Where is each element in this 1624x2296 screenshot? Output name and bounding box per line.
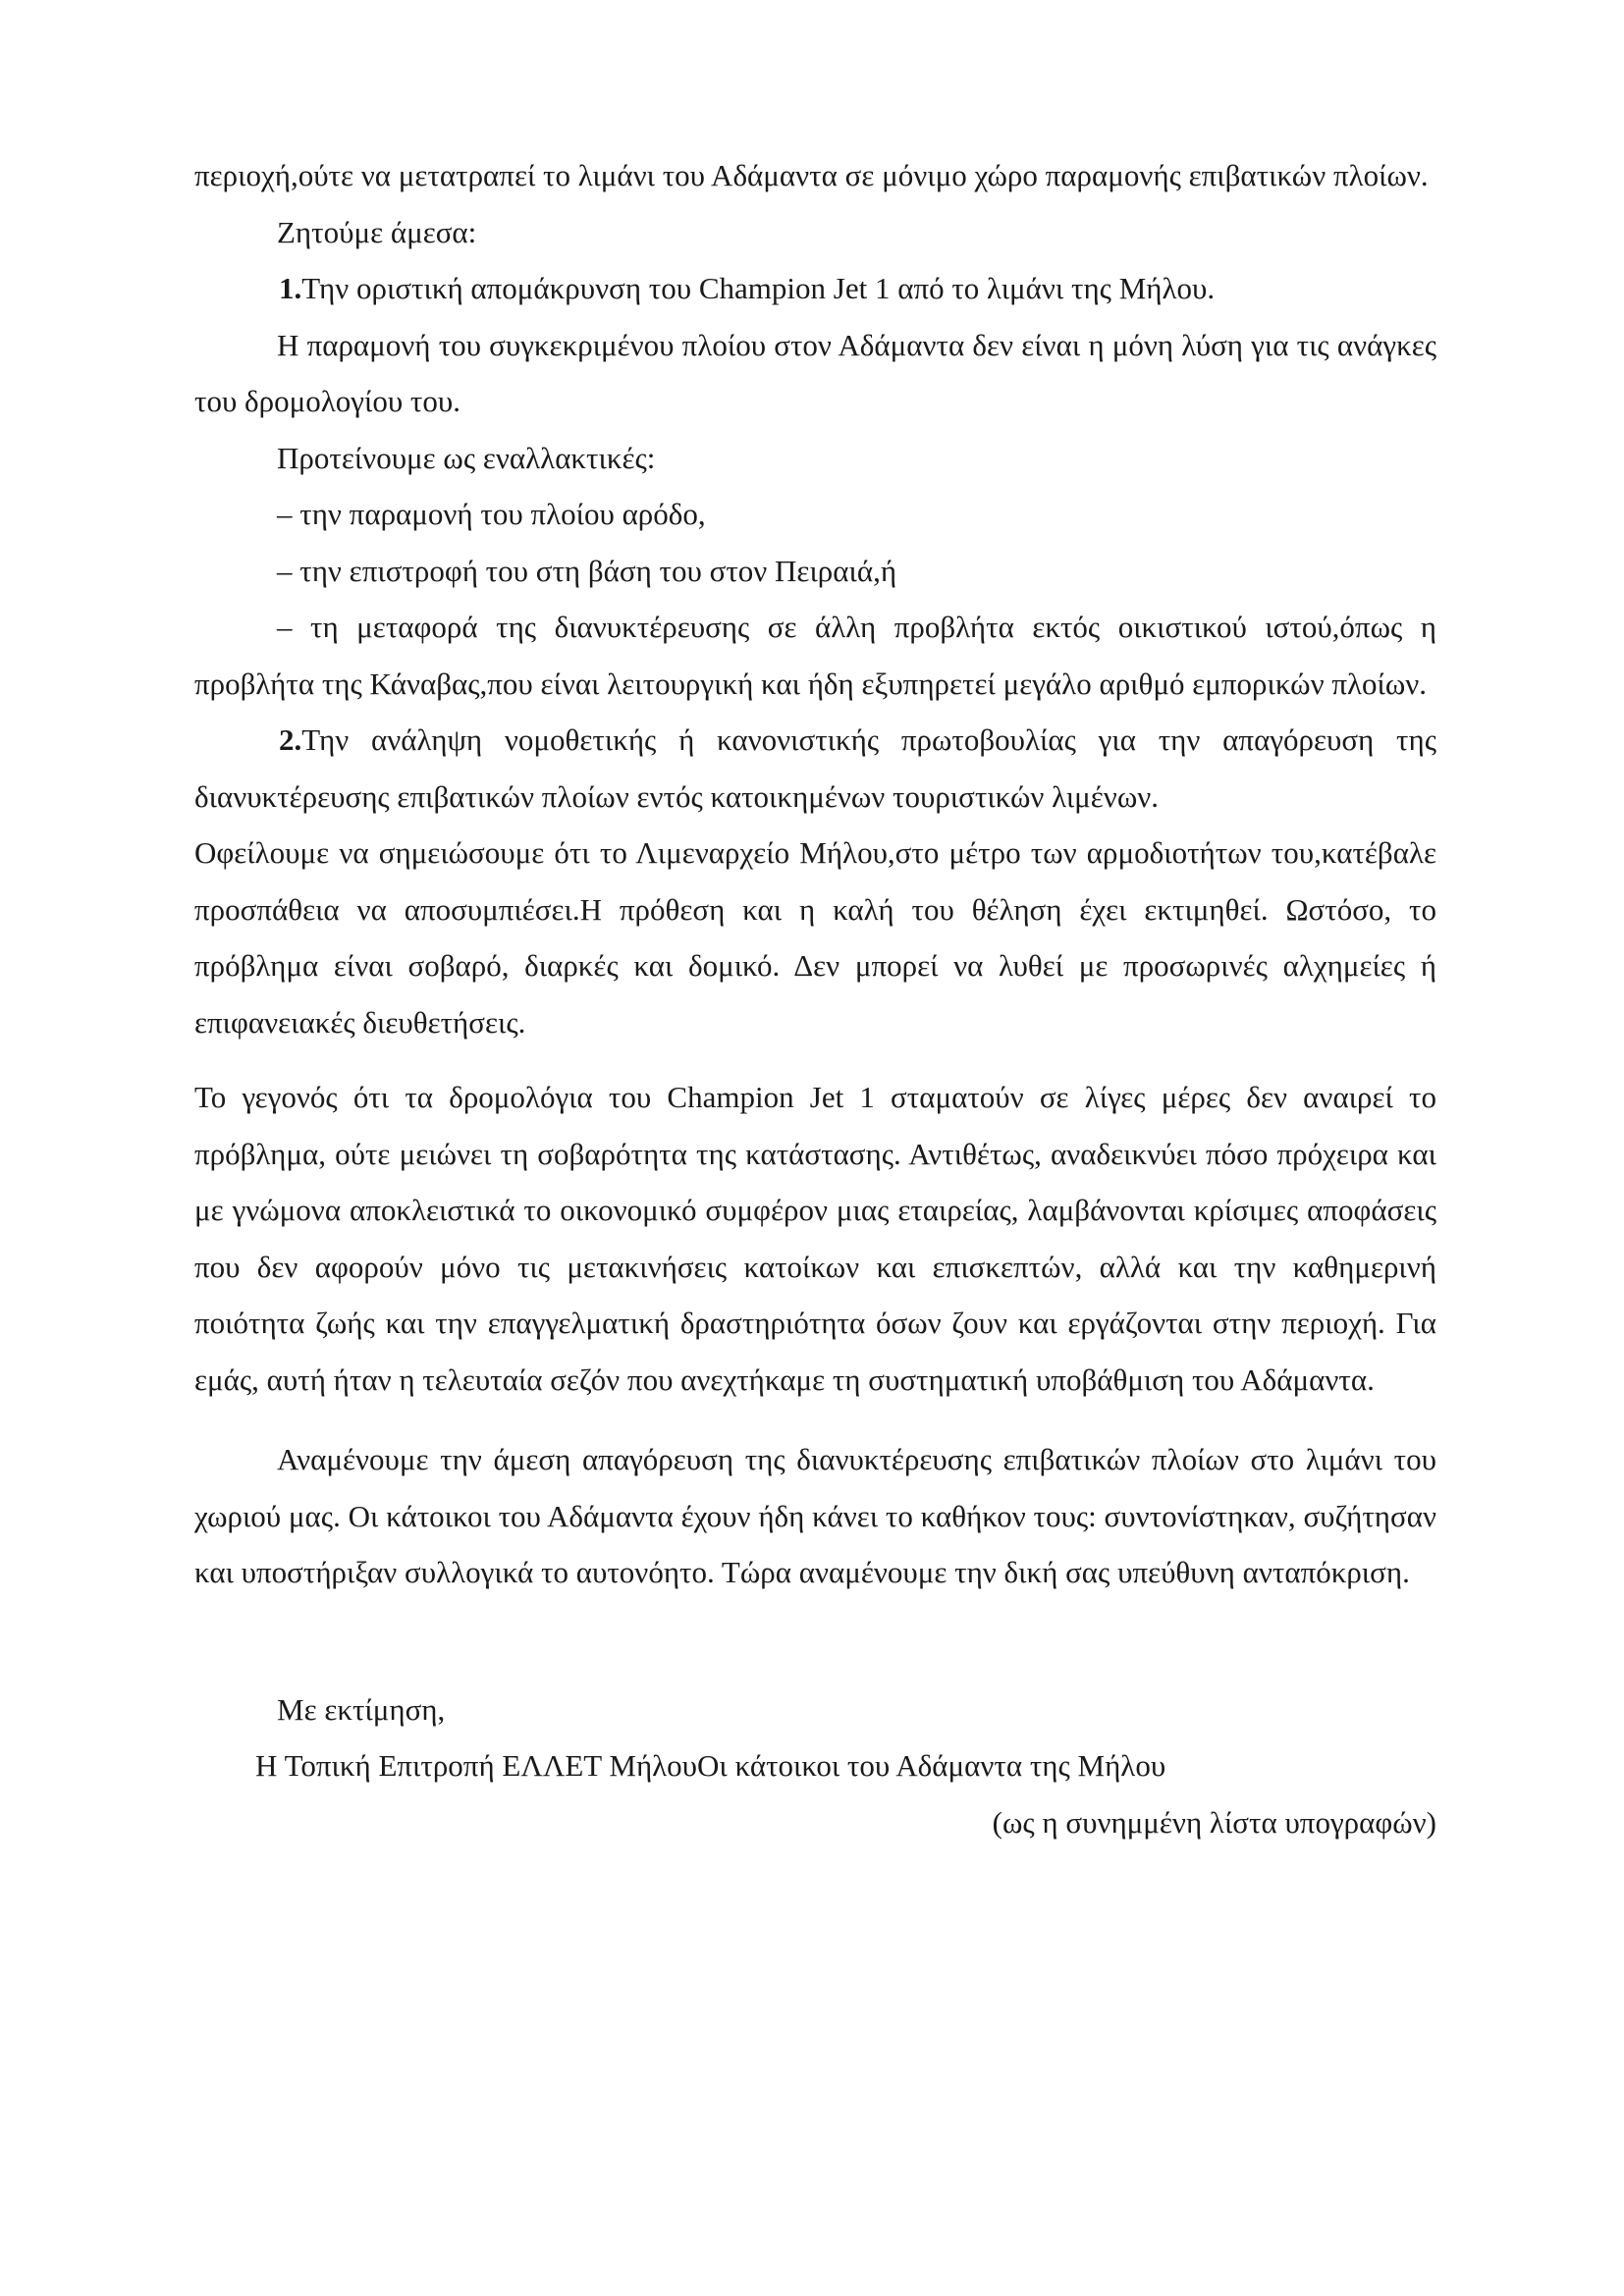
alternatives-intro: Προτείνουμε ως εναλλακτικές: (277, 440, 656, 475)
demands-intro: Ζητούμε άμεσα: (277, 214, 477, 249)
signatories: Η Τοπική Επιτροπή ΕΛΛΕΤ ΜήλουΟι κάτοικοι του Αδάμαντα της Μήλου (255, 1748, 1166, 1783)
document-body (194, 147, 1436, 1850)
demand-item-1 (194, 260, 1436, 317)
paragraph-route-ending: Το γεγονός ότι τα δρομολόγια του Champion Jet 1 σταματούν σε λίγες μέρες δεν αναιρεί το πρόβλημα, ούτε μειώνει τη σοβαρότητα της κατάστασης. Αντιθέτως, αναδεικνύει πόσο πρόχειρα και με γνώμονα αποκλειστικά το οικονομικό συμφέρον μιας εταιρείας, λαμβάνονται κρίσιμες αποφάσεις που δεν αφορούν μόνο τις μετακινήσεις κατοίκων και επισκεπτών, αλλά και την καθημερινή ποιότητα ζωής και την επαγγελματική δραστηριότητα όσων ζουν και εργάζονται στην περιοχή. Για εμάς, αυτή ήταν η τελευταία σεζόν που ανεχτήκαμε τη συστηματική υποβάθμιση του Αδάμαντα. (194, 1080, 1436, 1397)
demand-number-2: 2. (279, 722, 302, 757)
paragraph-port-authority: Οφείλουμε να σημειώσουμε ότι το Λιμεναρχείο Μήλου,στο μέτρο των αρμοδιοτήτων του,κατέβαλε προσπάθεια να αποσυμπιέσει.Η πρόθεση και η καλή του θέληση έχει εκτιμηθεί. Ωστόσο, το πρόβλημα είναι σοβαρό, διαρκές και δομικό. Δεν μπορεί να λυθεί με προσωρινές αλχημείες ή επιφανειακές διευθετήσεις. (194, 835, 1436, 1040)
demand-text-2: Την ανάληψη νομοθετικής ή κανονιστικής πρωτοβουλίας για την απαγόρευση της διανυκτέρευσης επιβατικών πλοίων εντός κατοικημένων τουριστικών λιμένων. (194, 722, 1436, 814)
signature-note: (ως η συνημμένη λίστα υπογραφών) (992, 1804, 1436, 1840)
paragraph-continuation: περιοχή,ούτε να μετατραπεί το λιμάνι του Αδάμαντα σε μόνιμο χώρο παραμονής επιβατικών πλοίων. (194, 158, 1429, 192)
demand-text-1: Την οριστική απομάκρυνση του Champion Jet 1 από το λιμάνι της Μήλου. (301, 271, 1216, 305)
alternative-2: – την επιστροφή του στη βάση του στον Πειραιά,ή (277, 553, 897, 588)
alternative-3: – τη μεταφορά της διανυκτέρευσης σε άλλη προβλήτα εκτός οικιστικού ιστού,όπως η προβλήτα της Κάναβας,που είναι λειτουργική και ήδη εξυπηρετεί μεγάλο αριθμό εμπορικών πλοίων. (194, 610, 1436, 701)
demand-number-1: 1. (279, 271, 302, 305)
alternative-1: – την παραμονή του πλοίου αρόδο, (277, 497, 706, 531)
demand-item-2 (194, 712, 1436, 825)
paragraph-expectation: Αναμένουμε την άμεση απαγόρευση της διανυκτέρευσης επιβατικών πλοίων στο λιμάνι του χωριού μας. Οι κάτοικοι του Αδάμαντα έχουν ήδη κάνει το καθήκον τους: συντονίστηκαν, συζήτησαν και υποστήριξαν συλλογικά το αυτονόητο. Τώρα αναμένουμε την δική σας υπεύθυνη ανταπόκριση. (194, 1442, 1436, 1589)
paragraph-ship-stay: Η παραμονή του συγκεκριμένου πλοίου στον Αδάμαντα δεν είναι η μόνη λύση για τις ανάγκες του δρομολογίου του. (194, 327, 1436, 418)
closing-salutation: Με εκτίμηση, (277, 1691, 446, 1727)
